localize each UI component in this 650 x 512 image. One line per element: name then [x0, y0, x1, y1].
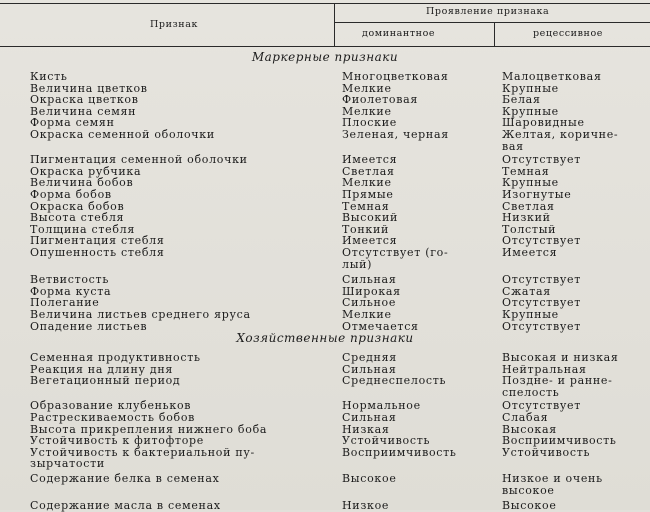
table-row: [0, 485, 650, 497]
recessive-cell: Отсутствует: [502, 319, 582, 333]
recessive-cell: Нейтральная: [502, 362, 587, 376]
header-trait: Признак: [150, 19, 199, 30]
trait-cell: Образование клубеньков: [30, 399, 192, 413]
table-row: [0, 247, 650, 259]
manifestation-underline: [334, 22, 650, 23]
trait-cell: Высота стебля: [30, 211, 125, 225]
recessive-cell: Темная: [502, 164, 550, 178]
trait-cell: Окраска рубчика: [30, 164, 142, 178]
header-bottom-rule: [0, 46, 650, 47]
recessive-cell: Отсутствует: [502, 399, 582, 413]
dominant-cell: Плоские: [342, 116, 397, 130]
section-marker-title: Маркерные признаки: [251, 50, 399, 64]
dominant-cell: Мелкие: [342, 176, 392, 190]
section-economic-title: Хозяйственные признаки: [236, 331, 414, 345]
recessive-cell: Отсутствует: [502, 273, 582, 287]
dominant-cell: Низкая: [342, 422, 390, 436]
trait-cell: Пигментация семенной оболочки: [30, 153, 248, 167]
table-row: [0, 500, 650, 512]
recessive-cell: Восприимчивость: [502, 434, 617, 448]
trait-cell: Высота прикрепления нижнего боба: [30, 422, 268, 436]
dominant-cell: Имеется: [342, 234, 398, 248]
dominant-cell: Нормальное: [342, 399, 421, 413]
recessive-cell: Малоцветковая: [502, 70, 602, 83]
dominant-cell: Отмечается: [342, 319, 419, 333]
dominant-cell: Среднеспелость: [342, 374, 447, 388]
trait-cell: Опадение листьев: [30, 319, 148, 333]
trait-cell: Кисть: [30, 70, 68, 83]
header-recessive: рецессивное: [533, 28, 604, 39]
table-row: [0, 129, 650, 141]
header-dominant: доминантное: [362, 28, 436, 39]
dominant-cell: Мелкие: [342, 81, 392, 95]
trait-cell: Форма семян: [30, 116, 115, 130]
trait-cell: Вегетационный период: [30, 374, 181, 388]
table-top-rule: [0, 3, 650, 4]
dominant-cell: Многоцветковая: [342, 70, 449, 83]
recessive-cell: Крупные: [502, 176, 559, 190]
trait-cell: Содержание масла в семенах: [30, 499, 221, 512]
trait-cell: Окраска семенной оболочки: [30, 128, 215, 141]
trait-cell: Толщина стебля: [30, 222, 135, 236]
column-divider-sub: [494, 22, 495, 47]
trait-cell: Окраска бобов: [30, 199, 125, 213]
recessive-cell: высокое: [502, 483, 555, 497]
dominant-cell: Сильная: [342, 362, 397, 376]
recessive-cell: Поздне- и ранне-: [502, 374, 613, 388]
recessive-cell: спелость: [502, 385, 560, 399]
recessive-cell: Шаровидные: [502, 116, 585, 130]
dominant-cell: Отсутствует (го-: [342, 246, 449, 259]
dominant-cell: лый): [342, 257, 373, 271]
recessive-cell: Сжатая: [502, 284, 551, 298]
table-row: [0, 458, 650, 470]
recessive-cell: Изогнутые: [502, 188, 572, 201]
trait-cell: Величина семян: [30, 104, 137, 118]
recessive-cell: Высокое: [502, 499, 557, 512]
trait-cell: Реакция на длину дня: [30, 362, 174, 376]
dominant-cell: Имеется: [342, 153, 398, 167]
dominant-cell: Мелкие: [342, 308, 392, 321]
recessive-cell: Крупные: [502, 308, 559, 321]
dominant-cell: Восприимчивость: [342, 445, 457, 459]
recessive-cell: Низкое и очень: [502, 472, 603, 485]
recessive-cell: Отсутствует: [502, 234, 582, 248]
dominant-cell: Средняя: [342, 351, 397, 364]
recessive-cell: вая: [502, 139, 524, 153]
trait-cell: Опушенность стебля: [30, 246, 165, 259]
trait-cell: Ветвистость: [30, 273, 110, 287]
trait-cell: Устойчивость к бактериальной пу-: [30, 445, 255, 459]
table-row: [0, 259, 650, 271]
trait-cell: Форма куста: [30, 284, 112, 298]
recessive-cell: Высокая: [502, 422, 557, 436]
trait-cell: Пигментация стебля: [30, 234, 165, 248]
recessive-cell: Низкий: [502, 211, 551, 225]
recessive-cell: Белая: [502, 93, 541, 107]
dominant-cell: Зеленая, черная: [342, 128, 449, 141]
trait-cell: Величина бобов: [30, 176, 134, 190]
recessive-cell: Отсутствует: [502, 153, 582, 167]
recessive-cell: Толстый: [502, 222, 557, 236]
dominant-cell: Темная: [342, 199, 390, 213]
dominant-cell: Светлая: [342, 164, 395, 178]
recessive-cell: Имеется: [502, 246, 558, 259]
dominant-cell: Прямые: [342, 188, 394, 201]
dominant-cell: Широкая: [342, 284, 401, 298]
trait-cell: Содержание белка в семенах: [30, 472, 220, 485]
dominant-cell: Низкое: [342, 499, 390, 512]
recessive-cell: Желтая, коричне-: [502, 128, 619, 141]
trait-cell: Устойчивость к фитофторе: [30, 434, 204, 448]
column-divider-main: [334, 3, 335, 47]
dominant-cell: Фиолетовая: [342, 93, 418, 107]
trait-cell: зырчатости: [30, 457, 105, 471]
trait-cell: Полегание: [30, 296, 100, 310]
trait-cell: Семенная продуктивность: [30, 351, 201, 364]
recessive-cell: Крупные: [502, 81, 559, 95]
dominant-cell: Сильная: [342, 273, 397, 287]
dominant-cell: Устойчивость: [342, 434, 431, 448]
trait-cell: Растрескиваемость бобов: [30, 411, 196, 424]
table-row: [0, 387, 650, 399]
dominant-cell: Сильное: [342, 296, 397, 310]
recessive-cell: Слабая: [502, 411, 549, 424]
table-row: [0, 141, 650, 153]
dominant-cell: Сильная: [342, 411, 397, 424]
recessive-cell: Светлая: [502, 199, 555, 213]
recessive-cell: Крупные: [502, 104, 559, 118]
trait-cell: Окраска цветков: [30, 93, 139, 107]
trait-cell: Форма бобов: [30, 188, 112, 201]
recessive-cell: Отсутствует: [502, 296, 582, 310]
trait-cell: Величина цветков: [30, 81, 148, 95]
recessive-cell: Устойчивость: [502, 445, 591, 459]
dominant-cell: Мелкие: [342, 104, 392, 118]
trait-cell: Величина листьев среднего яруса: [30, 308, 251, 321]
dominant-cell: Высокое: [342, 472, 397, 485]
dominant-cell: Тонкий: [342, 222, 390, 236]
dominant-cell: Высокий: [342, 211, 399, 225]
recessive-cell: Высокая и низкая: [502, 351, 619, 364]
header-manifestation: Проявление признака: [426, 6, 550, 17]
